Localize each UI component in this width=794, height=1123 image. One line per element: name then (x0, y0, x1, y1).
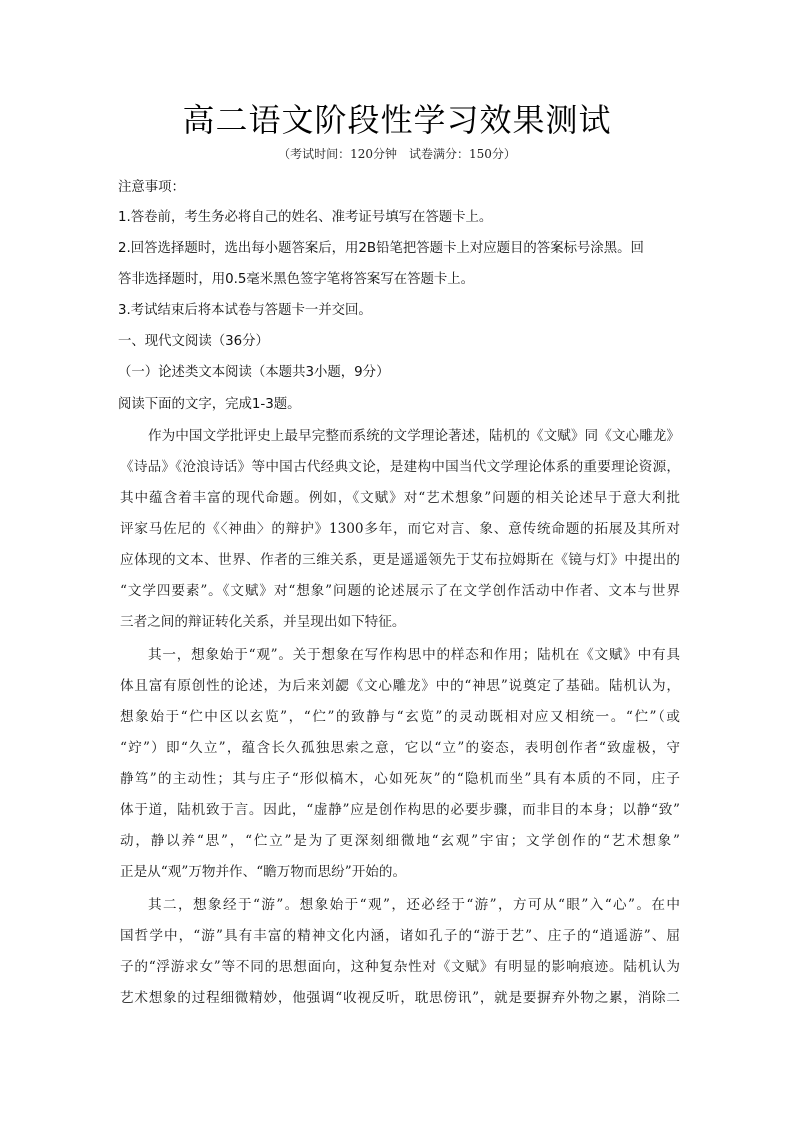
passage-line: 《诗品》《沧浪诗话》等中国古代经典文论，是建构中国当代文学理论体系的重要理论资源， (120, 459, 680, 475)
passage-line: 应体现的文本、世界、作者的三维关系，更是遥遥领先于艾布拉姆斯在《镜与灯》中提出的 (120, 552, 680, 568)
passage-line: 评家马佐尼的《〈神曲〉的辩护》1300多年，而它对言、象、意传统命题的拓展及其所对 (120, 521, 680, 537)
passage-line: 想象始于“伫中区以玄览”，“伫”的致静与“玄览”的灵动既相对应又相统一。“伫”（或 (120, 709, 680, 725)
passage-line: 其二，想象经于“游”。想象始于“观”，还必经于“游”，方可从“眼”入“心”。在中 (148, 897, 680, 913)
note-item-2-cont: 答非选择题时，用0.5毫米黑色签字笔将答案写在答题卡上。 (118, 272, 475, 287)
passage-line: “竚”）即“久立”，蕴含长久孤独思索之意，它以“立”的姿态，表明创作者“致虚极，守 (120, 740, 680, 756)
page-title: 高二语文阶段性学习效果测试 (182, 101, 612, 139)
note-item-3: 3.考试结束后将本试卷与答题卡一并交回。 (118, 303, 372, 318)
passage-line: 艺术想象的过程细微精妙，他强调“收视反听，耽思傍讯”，就是要摒弃外物之累，消除二 (120, 990, 680, 1006)
passage-line: “文学四要素”。《文赋》对“想象”问题的论述展示了在文学创作活动中作者、文本与世界 (120, 583, 680, 599)
exam-info-subtitle: （考试时间：120分钟 试卷满分：150分） (278, 147, 516, 161)
passage-line: 体且富有原创性的论述，为后来刘勰《文心雕龙》中的“神思”说奠定了基础。陆机认为， (120, 678, 680, 694)
passage-line: 国哲学中，“游”具有丰富的精神文化内涵，诸如孔子的“游于艺”、庄子的“逍遥游”、屈 (120, 928, 680, 944)
section-heading: 一、现代文阅读（36分） (118, 334, 269, 349)
passage-line: 子的“浮游求女”等不同的思想面向，这种复杂性对《文赋》有明显的影响痕迹。陆机认为 (120, 959, 680, 975)
notes-heading: 注意事项： (118, 180, 185, 195)
passage-line: 其一，想象始于“观”。关于想象在写作构思中的样态和作用；陆机在《文赋》中有具 (148, 647, 680, 663)
passage-line: 体于道，陆机致于言。因此，“虚静”应是创作构思的必要步骤，而非目的本身；以静“致” (120, 802, 680, 818)
passage-line: 静笃”的主动性；其与庄子“形似槁木，心如死灰”的“隐机而坐”具有本质的不同，庄子 (120, 771, 680, 787)
note-item-2: 2.回答选择题时，选出每小题答案后，用2B铅笔把答题卡上对应题目的答案标号涂黑。回 (118, 241, 644, 256)
reading-instruction: 阅读下面的文字，完成1-3题。 (118, 397, 301, 412)
passage-line: 正是从“观”万物并作、“瞻万物而思纷”开始的。 (120, 864, 407, 880)
passage-line: 其中蕴含着丰富的现代命题。例如，《文赋》对“艺术想象”问题的相关论述早于意大利批 (120, 490, 680, 506)
subsection-heading: （一）论述类文本阅读（本题共3小题，9分） (118, 365, 390, 380)
note-item-1: 1.答卷前，考生务必将自己的姓名、准考证号填写在答题卡上。 (118, 210, 493, 225)
passage-line: 三者之间的辩证转化关系，并呈现出如下特征。 (120, 614, 406, 630)
passage-line: 作为中国文学批评史上最早完整而系统的文学理论著述，陆机的《文赋》同《文心雕龙》 (148, 428, 680, 444)
passage-line: 动，静以养“思”，“伫立”是为了更深刻细微地“玄观”宇宙；文学创作的“艺术想象” (120, 833, 680, 849)
